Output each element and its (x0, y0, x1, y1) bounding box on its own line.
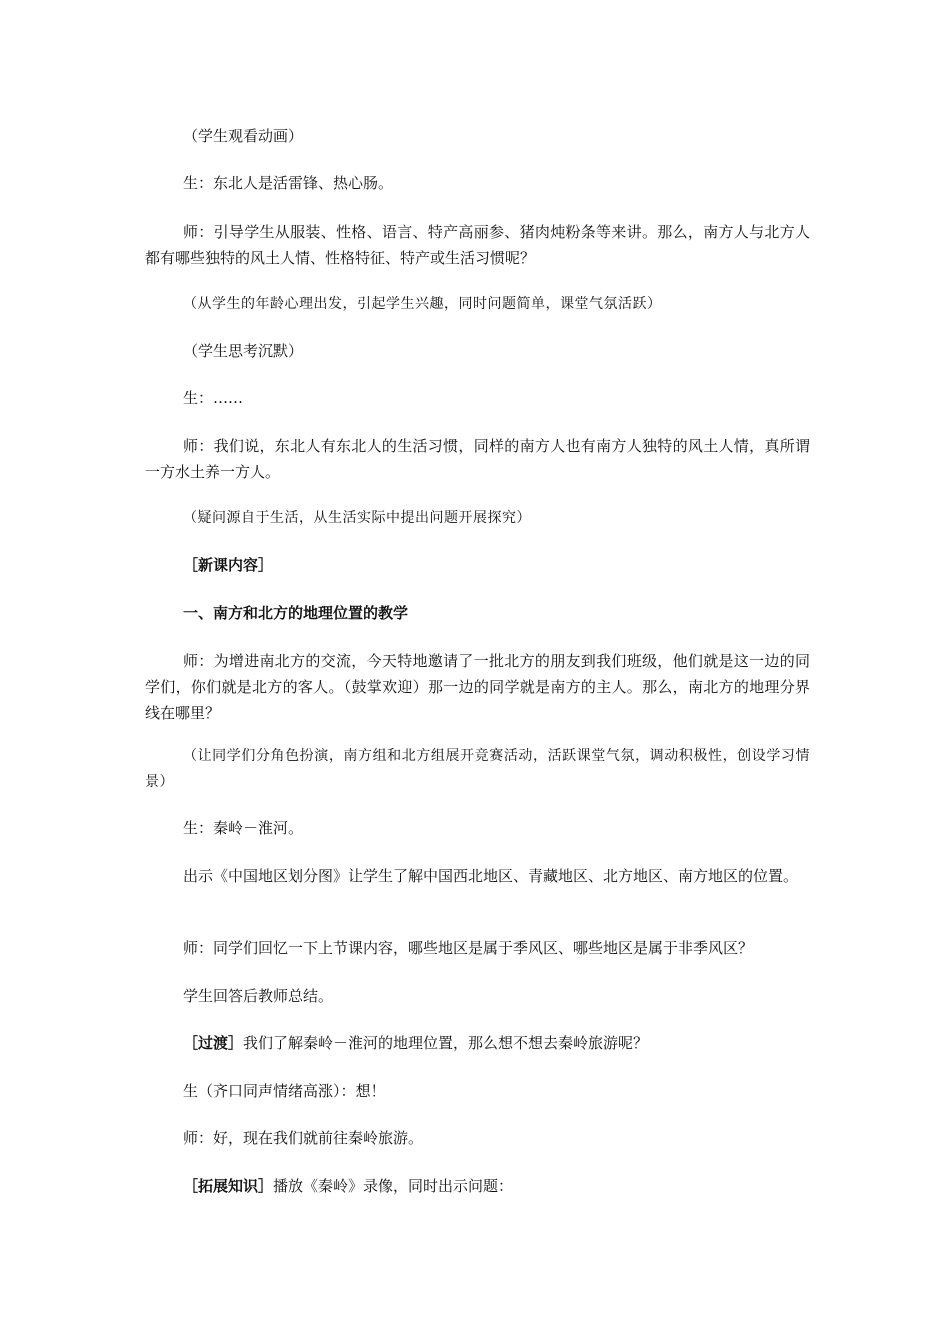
paragraph-note-age-psychology: （从学生的年龄心理出发，引起学生兴趣，同时问题简单，课堂气氛活跃） (183, 296, 662, 312)
paragraph-teacher-review: 师：同学们回忆一下上节课内容，哪些地区是属于季风区、哪些地区是属于非季风区？ (183, 939, 754, 957)
paragraph-student-watch-animation: （学生观看动画） (183, 127, 304, 145)
transition-label: ［过渡］ (183, 1034, 244, 1052)
paragraph-teacher-go-travel: 师：好，现在我们就前往秦岭旅游。 (183, 1129, 424, 1147)
extended-knowledge-text: 播放《秦岭》录像，同时出示问题： (273, 1177, 514, 1195)
paragraph-student-silence: （学生思考沉默） (183, 342, 304, 360)
extended-knowledge-label: ［拓展知识］ (183, 1177, 274, 1195)
transition-text: 我们了解秦岭－淮河的地理位置，那么想不想去秦岭旅游呢？ (243, 1034, 649, 1052)
paragraph-student-ellipsis: 生：…… (183, 389, 244, 407)
paragraph-note-role-play: （让同学们分角色扮演，南方组和北方组展开竞赛活动，活跃课堂气氛，调动积极性，创设学习情景） (145, 748, 810, 790)
paragraph-student-qinling-huaihe: 生：秦岭－淮河。 (183, 819, 304, 837)
paragraph-student-answer-northeast: 生：东北人是活雷锋、热心肠。 (183, 174, 394, 192)
paragraph-teacher-guide: 师：引导学生从服装、性格、语言、特产高丽参、猪肉炖粉条等来讲。那么，南方人与北方人都有哪些独特的风土人情、性格特征、特产或生活习惯呢？ (145, 223, 810, 267)
paragraph-extended-knowledge (145, 1173, 810, 1199)
paragraph-student-reply-yes: 生（齐口同声情绪高涨）：想！ (183, 1082, 386, 1100)
paragraph-teacher-exchange: 师：为增进南北方的交流，今天特地邀请了一批北方的朋友到我们班级，他们就是这一边的同学们，你们就是北方的客人。（鼓掌欢迎）那一边的同学就是南方的主人。那么，南北方的地理分界线在哪里？ (145, 652, 810, 722)
paragraph-teacher-summary: 学生回答后教师总结。 (183, 987, 334, 1005)
paragraph-transition (145, 1030, 810, 1056)
paragraph-teacher-local-customs: 师：我们说，东北人有东北人的生活习惯，同样的南方人也有南方人独特的风土人情，真所谓一方水土养一方人。 (145, 437, 810, 481)
paragraph-note-inquiry: （疑问源自于生活，从生活实际中提出问题开展探究） (183, 510, 531, 526)
paragraph-show-region-map: 出示《中国地区划分图》让学生了解中国西北地区、青藏地区、北方地区、南方地区的位置。 (183, 867, 799, 885)
section-heading-geographic-location: 一、南方和北方的地理位置的教学 (183, 604, 409, 622)
section-heading-new-lesson: ［新课内容］ (183, 556, 274, 574)
